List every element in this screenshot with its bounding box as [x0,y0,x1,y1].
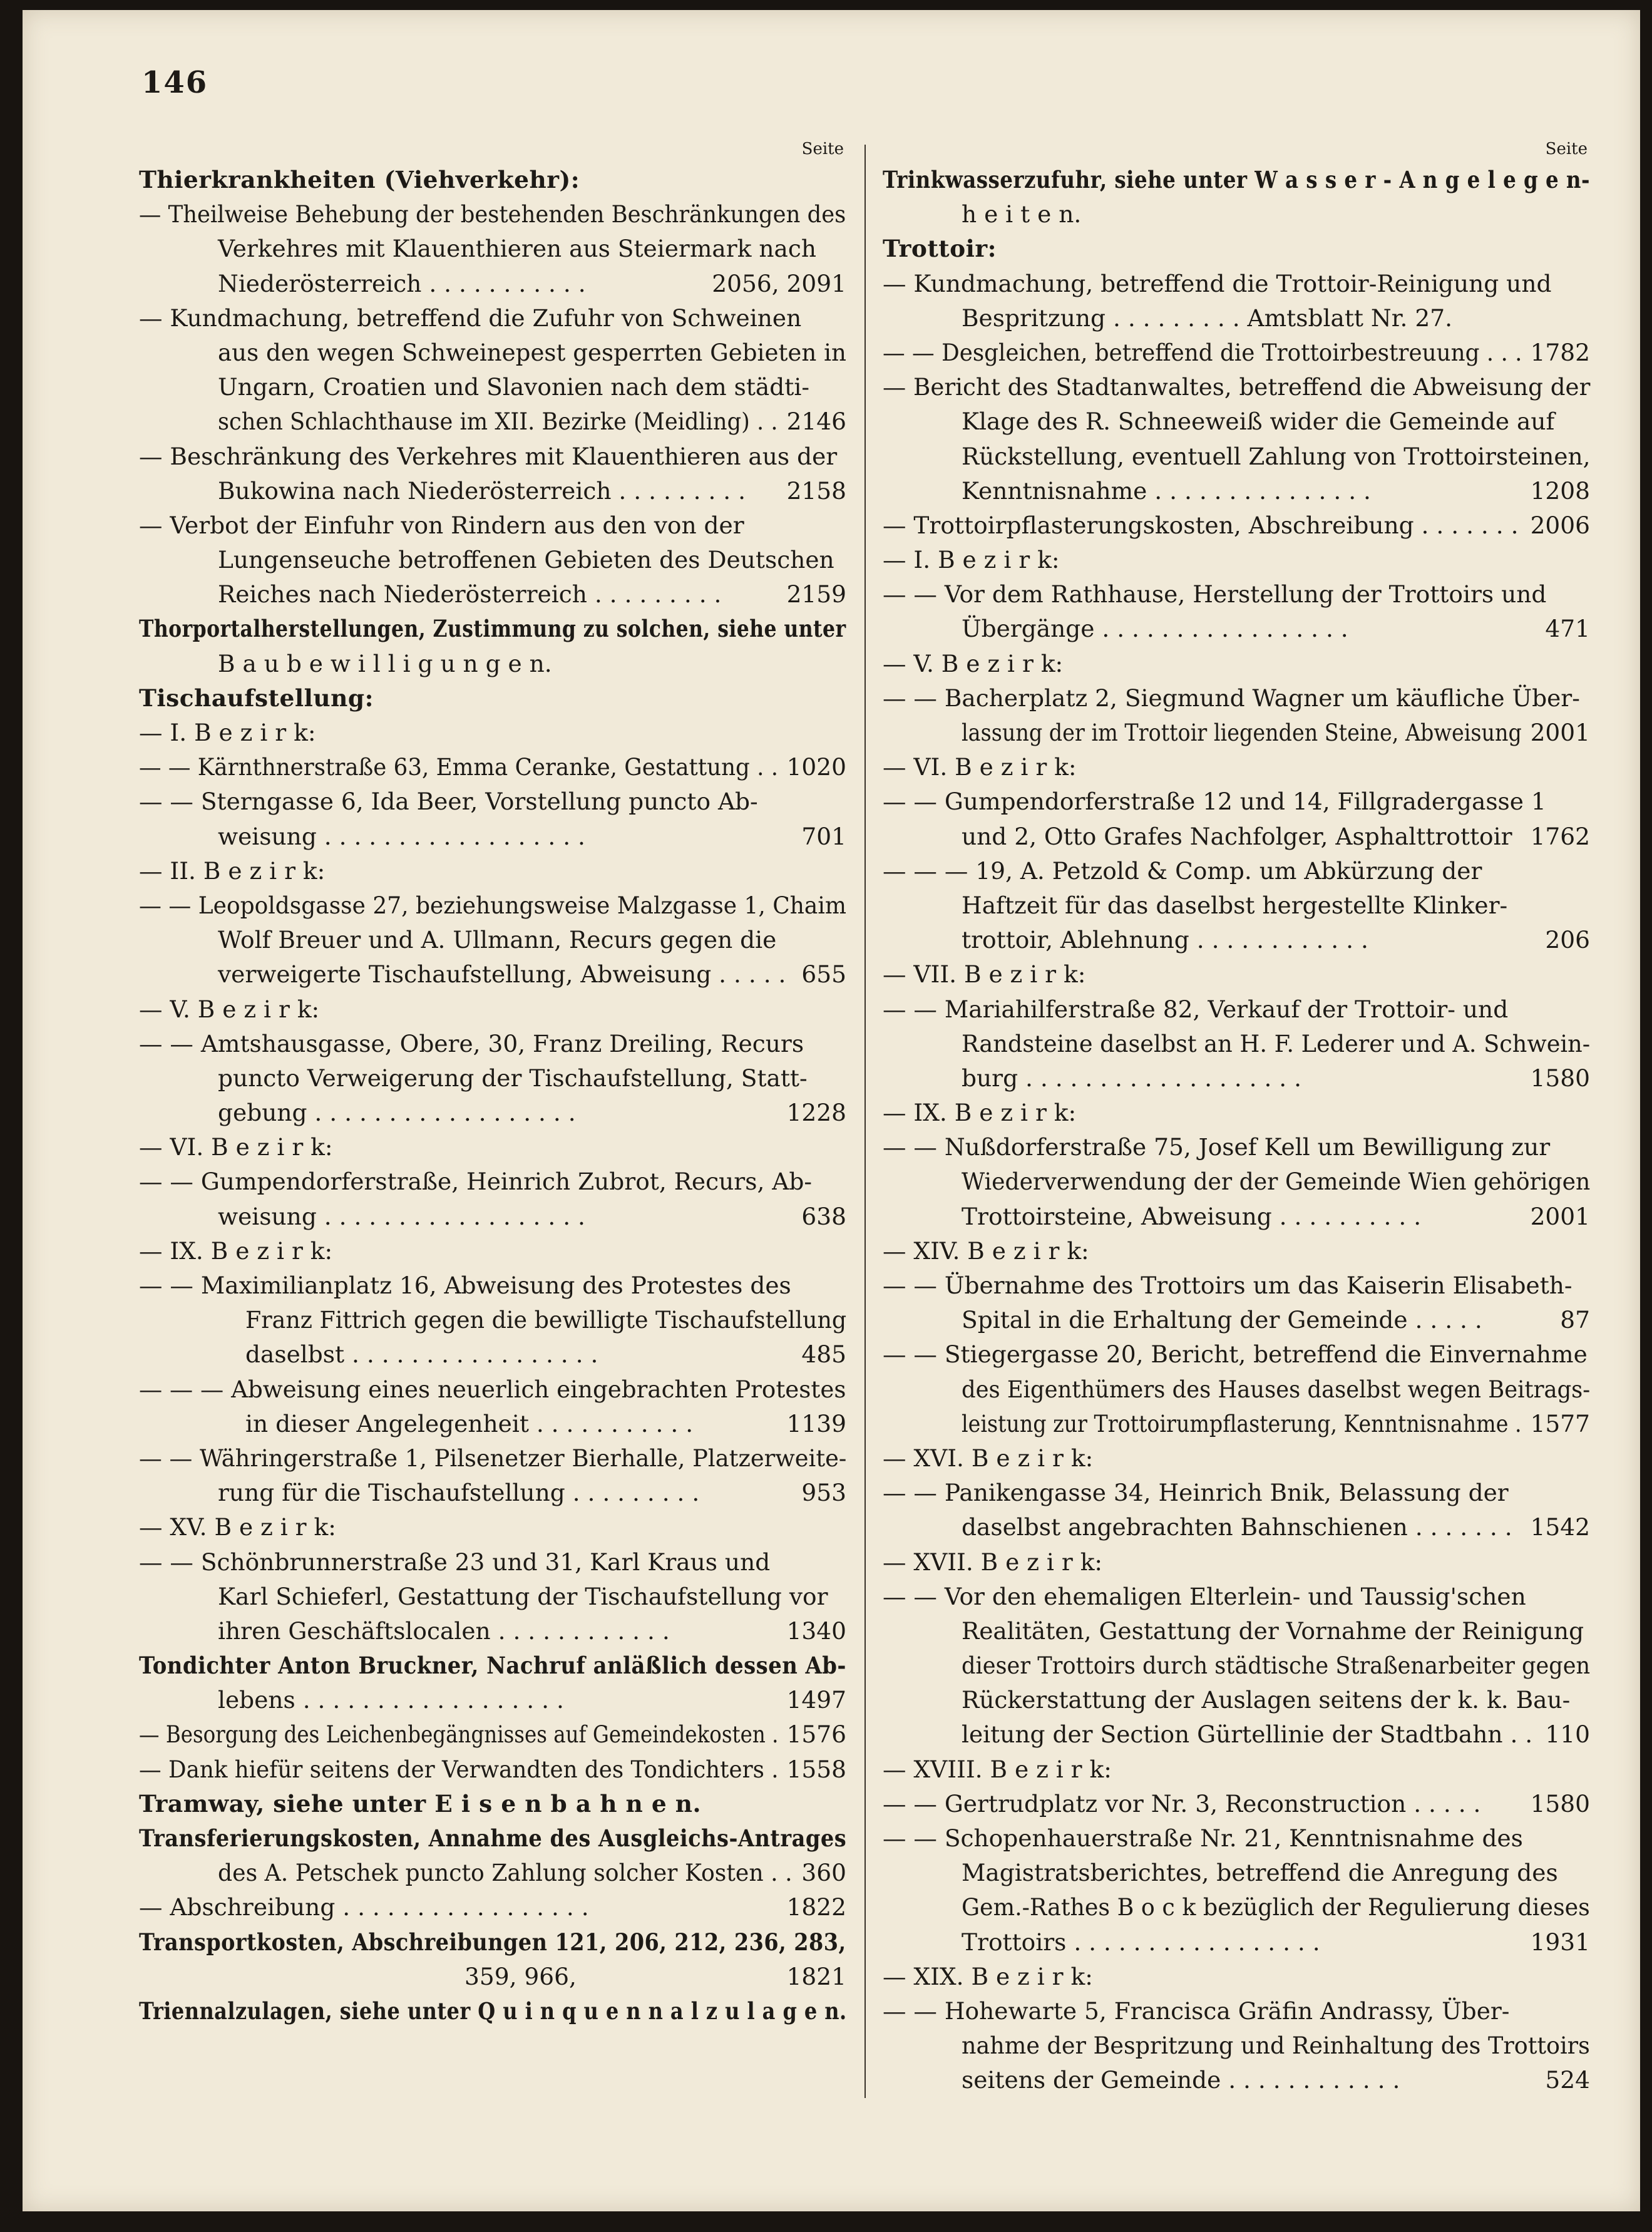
index-line [139,301,846,336]
index-line [883,404,1590,439]
index-heading: Tischaufstellung: [139,684,374,712]
page-reference: 701 [801,822,846,850]
index-entry-text: — — Desgleichen, betreffend die Trottoirbestreuung . . . [883,338,1522,366]
index-entry-text: — — Stiegergasse 20, Bericht, betreffend die Einvernahme [883,1340,1588,1369]
index-entry-text: Verkehres mit Klauenthieren aus Steiermark nach [218,235,816,263]
index-entry-text: Klage des R. Schneeweiß wider die Gemeinde auf [962,408,1555,436]
index-entry-text: aus den wegen Schweinepest gesperrten Gebieten in [218,338,846,366]
index-line [883,1545,1590,1580]
index-line [883,301,1590,336]
column-label-seite: Seite [801,140,844,158]
index-entry-text: weisung . . . . . . . . . . . . . . . . . . [218,822,585,850]
index-line [883,1856,1590,1890]
index-entry-text: — Dank hiefür seitens der Verwandten des Tondichters . [139,1755,779,1783]
page-reference: 1497 [786,1686,846,1714]
index-line [883,1994,1590,2029]
index-line [883,923,1590,957]
index-line [139,992,846,1027]
page-reference: 1580 [1530,1789,1590,1818]
index-entry-text: schen Schlachthause im XII. Bezirke (Meidling) . . [218,408,778,436]
page-reference: 1580 [1530,1064,1590,1092]
index-entry-text: — IX. B e z i r k: [139,1237,333,1265]
index-entry-text: des A. Petschek puncto Zahlung solcher Kosten . . [218,1859,793,1887]
index-line [883,992,1590,1027]
index-line [139,1234,846,1268]
page-reference: 1020 [786,753,846,781]
index-entry-text: leitung der Section Gürtellinie der Stadtbahn . . [962,1720,1533,1749]
index-entry-text: daselbst . . . . . . . . . . . . . . . . . [245,1340,598,1369]
index-line [883,474,1590,508]
index-line [139,957,846,992]
index-line [139,1372,846,1407]
page-reference: 1542 [1530,1513,1590,1541]
index-line [139,681,846,716]
index-line [883,1614,1590,1648]
index-entry-text: — Trottoirpflasterungskosten, Abschreibung . . . . . . . [883,511,1519,539]
index-entry-text: Franz Fittrich gegen die bewilligte Tischaufstellung [245,1306,847,1334]
index-line [139,1683,846,1717]
index-line [139,1580,846,1614]
index-entry-text: — — Hohewarte 5, Francisca Gräfin Andrassy, Über- [883,1997,1510,2025]
index-heading: Tondichter Anton Bruckner, Nachruf anläßlich dessen Ab- [139,1652,846,1680]
index-line [139,1096,846,1130]
page-reference: 2146 [786,408,846,436]
index-entry-text: — — Nußdorferstraße 75, Josef Kell um Bewilligung zur [883,1133,1551,1161]
index-line [883,1683,1590,1717]
index-entry-text: — Theilweise Behebung der bestehenden Beschränkungen des [139,200,846,229]
page-reference: 1558 [786,1755,846,1783]
index-entry-text: — Beschränkung des Verkehres mit Klauenthieren aus der [139,442,838,470]
page-reference: 655 [801,960,846,989]
page-number: 146 [141,65,208,100]
index-line [883,1510,1590,1545]
index-line [883,440,1590,474]
index-line [883,1441,1590,1476]
index-line [883,888,1590,923]
index-line [883,1165,1590,1199]
index-line [139,1268,846,1303]
page-reference: 1208 [1530,476,1590,505]
index-line [883,1234,1590,1268]
index-line [883,1752,1590,1787]
page-reference: 1762 [1530,822,1590,850]
index-line [883,1130,1590,1165]
page-reference: 1228 [786,1099,846,1127]
page-reference: 206 [1545,926,1590,954]
index-entry-text: Reiches nach Niederösterreich . . . . . . . . . [218,580,722,609]
index-entry-text: Niederösterreich . . . . . . . . . . . [218,269,586,297]
index-line [139,1890,846,1925]
page-reference: 1577 [1530,1409,1590,1437]
index-line [139,1337,846,1372]
index-line [139,612,846,646]
index-entry-text: — — Schopenhauerstraße Nr. 21, Kenntnisnahme des [883,1824,1523,1852]
index-line [883,370,1590,404]
index-entry-text: — XVI. B e z i r k: [883,1444,1094,1472]
index-entry-text: weisung . . . . . . . . . . . . . . . . . . [218,1202,585,1230]
index-line [883,1717,1590,1752]
index-entry-text: Karl Schieferl, Gestattung der Tischaufstellung vor [218,1582,828,1610]
index-entry-text: Kenntnisnahme . . . . . . . . . . . . . . . [962,476,1371,505]
index-line [139,1476,846,1510]
page-reference: 2056, 2091 [712,269,846,297]
index-entry-text: des Eigenthümers des Hauses daselbst wegen Beitrags- [962,1375,1591,1403]
page-reference: 1822 [786,1893,846,1921]
index-line [883,854,1590,888]
column-divider [864,145,866,2098]
index-line [883,681,1590,716]
index-entry-text: — VII. B e z i r k: [883,960,1086,989]
index-line [883,1027,1590,1061]
page-reference: 1139 [786,1409,846,1437]
index-line [883,267,1590,301]
index-line [883,1407,1590,1441]
page-reference: 638 [801,1202,846,1230]
index-entry-text: — — Panikengasse 34, Heinrich Bnik, Belassung der [883,1479,1509,1507]
index-line [883,1960,1590,1994]
index-entry-text: — Kundmachung, betreffend die Trottoir-Reinigung und [883,269,1552,297]
index-line [883,577,1590,612]
right-entries [883,163,1590,2098]
index-line [139,923,846,957]
index-line [139,1303,846,1337]
index-entry-text: und 2, Otto Grafes Nachfolger, Asphalttrottoir [962,822,1512,850]
index-line [883,1821,1590,1856]
index-line [139,1441,846,1476]
index-entry-text: — — Übernahme des Trottoirs um das Kaiserin Elisabeth- [883,1272,1572,1299]
index-entry-text: Magistratsberichtes, betreffend die Anregung des [962,1859,1558,1887]
index-entry-text: — — Kärnthnerstraße 63, Emma Ceranke, Gestattung . . [139,753,779,781]
index-entry-text: — Verbot der Einfuhr von Rindern aus den von der [139,511,744,539]
index-entry-text: Realitäten, Gestattung der Vornahme der Reinigung [962,1617,1584,1645]
index-entry-text: Lungenseuche betroffenen Gebieten des Deutschen [218,546,834,574]
index-line [139,474,846,508]
index-line [883,232,1590,266]
index-entry-text: — VI. B e z i r k: [883,753,1077,781]
index-line [139,1821,846,1856]
page-reference: 1576 [786,1720,846,1749]
index-line [139,232,846,266]
index-line [139,440,846,474]
index-heading: Thierkrankheiten (Viehverkehr): [139,166,580,193]
index-entry-text: Rückstellung, eventuell Zahlung von Trottoirsteinen, [962,442,1591,470]
index-line [883,1337,1590,1372]
index-entry-text: — — — Abweisung eines neuerlich eingebrachten Protestes [139,1375,846,1403]
index-line [139,577,846,612]
index-line [883,2029,1590,2063]
index-entry-text: ihren Geschäftslocalen . . . . . . . . . . . . [218,1617,670,1645]
page-reference: 1782 [1530,338,1590,366]
index-line [883,957,1590,992]
index-line [139,888,846,923]
index-entry-text: — — Sterngasse 6, Ida Beer, Vorstellung puncto Ab- [139,788,758,816]
index-line [139,508,846,543]
page-reference: 110 [1545,1720,1590,1749]
index-entry-text: in dieser Angelegenheit . . . . . . . . . . . [245,1409,694,1437]
index-entry-text: Übergänge . . . . . . . . . . . . . . . . . [962,615,1348,643]
page-reference: 1931 [1530,1928,1590,1956]
left-column [139,135,846,2029]
index-line [139,1130,846,1165]
index-line [883,784,1590,819]
index-heading: Transferierungskosten, Annahme des Ausgleichs-Antrages [139,1824,847,1852]
index-line [139,267,846,301]
index-line [139,1407,846,1441]
index-entry-text: trottoir, Ablehnung . . . . . . . . . . . . [962,926,1368,954]
index-line [883,197,1590,232]
index-heading: Triennalzulagen, siehe unter Q u i n q u e n n a l z u l a g e n. [139,1997,847,2025]
index-line [139,820,846,854]
index-line [883,2063,1590,2097]
index-entry-text: — — Vor dem Rathhause, Herstellung der Trottoirs und [883,580,1547,609]
index-entry-text: daselbst angebrachten Bahnschienen . . . . . . . [962,1513,1512,1541]
index-line [139,1787,846,1821]
index-line [883,1890,1590,1925]
index-entry-text: Bukowina nach Niederösterreich . . . . . . . . . [218,476,746,505]
index-line [139,716,846,750]
index-line [139,1752,846,1787]
index-line [139,163,846,197]
index-line [139,1648,846,1683]
index-entry-text: Spital in die Erhaltung der Gemeinde . . . . . [962,1306,1482,1334]
index-line [883,1200,1590,1234]
index-entry-text: — IX. B e z i r k: [883,1099,1077,1127]
index-entry-text: — XV. B e z i r k: [139,1513,336,1541]
index-line [883,163,1590,197]
index-entry-text: — XVIII. B e z i r k: [883,1755,1112,1783]
index-entry-text: Ungarn, Croatien und Slavonien nach dem städti- [218,373,810,401]
page-reference: 524 [1545,2066,1590,2094]
index-line [883,1580,1590,1614]
index-entry-text: Rückerstattung der Auslagen seitens der k. k. Bau- [962,1686,1571,1714]
index-line [139,1614,846,1648]
index-line [883,647,1590,681]
index-line [139,336,846,370]
index-line [883,1096,1590,1130]
index-entry-text: — — — 19, A. Petzold & Comp. um Abkürzung der [883,856,1482,885]
index-line [139,1856,846,1890]
page-reference: 2001 [1530,1202,1590,1230]
index-entry-text: — XIV. B e z i r k: [883,1237,1089,1265]
index-entry-text: — VI. B e z i r k: [139,1133,333,1161]
index-entry-text: rung für die Tischaufstellung . . . . . . . . . [218,1479,700,1507]
index-page [23,10,1640,2211]
index-line [139,1200,846,1234]
page-reference: 2006 [1530,511,1590,539]
index-line [139,1994,846,2029]
page-reference: 1340 [786,1617,846,1645]
index-entry-text: — — Maximilianplatz 16, Abweisung des Protestes des [139,1272,791,1299]
index-heading: Tramway, siehe unter E i s e n b a h n e n. [139,1789,702,1818]
index-entry-text: — — Bacherplatz 2, Siegmund Wagner um käufliche Über- [883,684,1580,712]
index-entry-text: Trottoirs . . . . . . . . . . . . . . . . . [962,1928,1320,1956]
index-entry-text: — — Mariahilferstraße 82, Verkauf der Trottoir- und [883,995,1509,1023]
index-entry-text: Trottoirsteine, Abweisung . . . . . . . . . . [962,1202,1422,1230]
page-reference: 360 [801,1859,846,1887]
index-entry-text: B a u b e w i l l i g u n g e n. [218,649,552,677]
index-entry-text: — — Gumpendorferstraße, Heinrich Zubrot, Recurs, Ab- [139,1168,813,1196]
index-line [139,1510,846,1545]
index-line [883,820,1590,854]
page-reference: 2001 [1530,719,1590,746]
index-line [139,854,846,888]
index-entry-text: leistung zur Trottoirumpflasterung, Kenntnisnahme . [962,1409,1522,1437]
index-entry-text: Haftzeit für das daselbst hergestellte Klinker- [962,891,1508,919]
index-line [883,336,1590,370]
index-entry-text: burg . . . . . . . . . . . . . . . . . . . [962,1064,1302,1092]
index-entry-text: — — Gumpendorferstraße 12 und 14, Fillgradergasse 1 [883,788,1546,816]
index-line [883,612,1590,646]
index-entry-text: verweigerte Tischaufstellung, Abweisung . . . . . [218,960,786,989]
index-entry-text: lebens . . . . . . . . . . . . . . . . . . [218,1686,564,1714]
page-reference: 485 [801,1340,846,1369]
index-line [139,647,846,681]
index-line [883,716,1590,750]
index-entry-text: — I. B e z i r k: [139,719,316,746]
index-line [883,1061,1590,1096]
index-line [139,1717,846,1752]
index-entry-text: 359, 966, [464,1962,577,1990]
index-line [883,1268,1590,1303]
index-line [139,1960,846,1994]
index-entry-text: nahme der Bespritzung und Reinhaltung des Trottoirs [962,2032,1590,2060]
index-heading: Thorportalherstellungen, Zustimmung zu solchen, siehe unter [139,615,846,643]
index-line [139,1061,846,1096]
index-entry-text: — Bericht des Stadtanwaltes, betreffend die Abweisung der [883,373,1591,401]
index-line [139,1165,846,1199]
page-reference: 2159 [786,580,846,609]
index-entry-text: — — Amtshausgasse, Obere, 30, Franz Dreiling, Recurs [139,1029,804,1057]
index-line [883,1925,1590,1960]
index-entry-text: Gem.-Rathes B o c k bezüglich der Regulierung dieses [962,1893,1590,1921]
index-line [139,543,846,577]
index-line [139,197,846,232]
column-label-seite: Seite [1545,140,1588,158]
index-entry-text: — — Schönbrunnerstraße 23 und 31, Karl Kraus und [139,1548,771,1576]
index-line [883,1787,1590,1821]
index-entry-text: gebung . . . . . . . . . . . . . . . . . . [218,1099,576,1127]
index-heading: Transportkosten, Abschreibungen 121, 206, 212, 236, 283, [139,1928,846,1956]
page-reference: 87 [1560,1306,1590,1334]
index-heading: Trinkwasserzufuhr, siehe unter W a s s e r - A n g e l e g e n- [883,166,1590,193]
index-line [883,1476,1590,1510]
index-entry-text: — XIX. B e z i r k: [883,1962,1093,1990]
index-entry-text: seitens der Gemeinde . . . . . . . . . . . . [962,2066,1400,2094]
index-entry-text: — — Vor den ehemaligen Elterlein- und Taussig'schen [883,1582,1526,1610]
index-entry-text: puncto Verweigerung der Tischaufstellung, Statt- [218,1064,808,1092]
index-entry-text: — II. B e z i r k: [139,856,326,885]
index-line [883,1648,1590,1683]
index-line [139,1027,846,1061]
index-line [883,750,1590,784]
left-entries [139,163,846,2029]
index-entry-text: h e i t e n. [962,200,1082,229]
index-line [883,1303,1590,1337]
index-line [883,543,1590,577]
page-reference: 471 [1545,615,1590,643]
index-entry-text: — V. B e z i r k: [139,995,320,1023]
index-line [139,1925,846,1960]
index-entry-text: lassung der im Trottoir liegenden Steine, Abweisung [962,719,1522,746]
index-line [139,404,846,439]
index-line [139,370,846,404]
index-entry-text: — I. B e z i r k: [883,546,1060,574]
index-entry-text: — Besorgung des Leichenbegängnisses auf Gemeindekosten . [139,1720,779,1749]
index-heading: Trottoir: [883,235,997,263]
index-line [139,784,846,819]
right-column [883,135,1590,2098]
page-reference: 953 [801,1479,846,1507]
page-reference: 1821 [786,1962,846,1990]
index-entry-text: Wiederverwendung der der Gemeinde Wien gehörigen [962,1168,1591,1196]
index-entry-text: — — Währingerstraße 1, Pilsenetzer Bierhalle, Platzerweite- [139,1444,847,1472]
index-entry-text: — V. B e z i r k: [883,649,1064,677]
index-entry-text: Wolf Breuer und A. Ullmann, Recurs gegen die [218,926,777,954]
index-line [139,750,846,784]
index-entry-text: — — Gertrudplatz vor Nr. 3, Reconstruction . . . . . [883,1789,1481,1818]
index-line [883,508,1590,543]
index-entry-text: — Kundmachung, betreffend die Zufuhr von Schweinen [139,304,802,332]
index-entry-text: — Abschreibung . . . . . . . . . . . . . . . . . [139,1893,589,1921]
page-reference: 2158 [786,476,846,505]
index-line [883,1372,1590,1407]
index-line [139,1545,846,1580]
index-entry-text: dieser Trottoirs durch städtische Straßenarbeiter gegen [962,1652,1591,1680]
index-entry-text: — — Leopoldsgasse 27, beziehungsweise Malzgasse 1, Chaim [139,891,846,919]
index-entry-text: — XVII. B e z i r k: [883,1548,1103,1576]
index-entry-text: Randsteine daselbst an H. F. Lederer und A. Schwein- [962,1029,1591,1057]
index-entry-text: Bespritzung . . . . . . . . . Amtsblatt Nr. 27. [962,304,1453,332]
